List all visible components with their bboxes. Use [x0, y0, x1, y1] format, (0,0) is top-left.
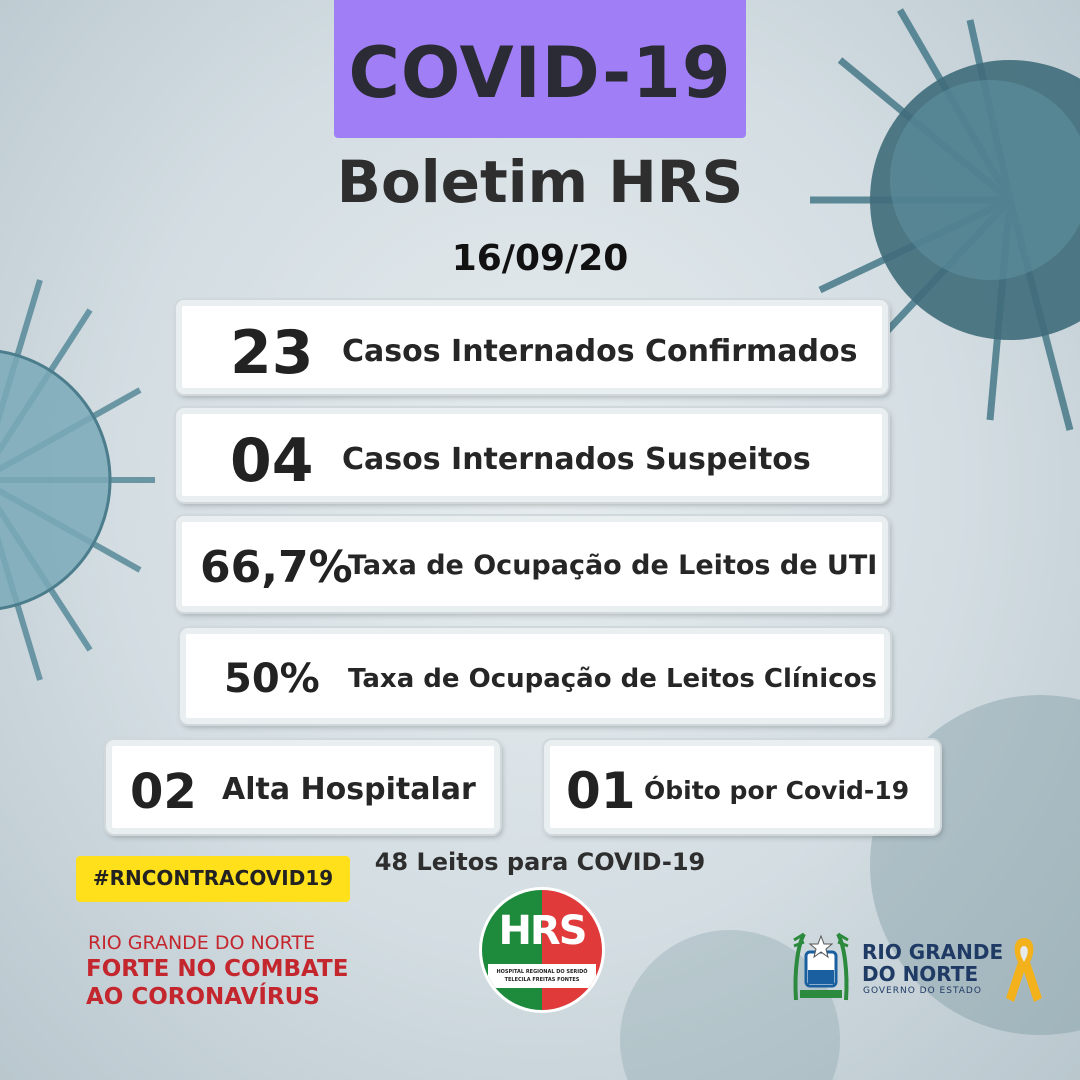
hashtag-text: #RNCONTRACOVID19	[92, 866, 334, 890]
title-banner	[334, 0, 746, 138]
government-line-3: GOVERNO DO ESTADO	[863, 986, 982, 996]
government-line-2: DO NORTE	[862, 962, 979, 986]
hrs-hospital-logo	[482, 890, 602, 1010]
virus-icon	[860, 650, 1080, 1080]
stat-label: Óbito por Covid-19	[644, 776, 910, 805]
stat-value: 01	[566, 762, 636, 820]
stat-card-confirmed	[176, 300, 888, 394]
stat-label: Alta Hospitalar	[222, 772, 476, 807]
stat-value: 04	[230, 426, 314, 496]
virus-icon	[0, 270, 170, 690]
campaign-line-3: AO CORONAVÍRUS	[86, 984, 320, 1010]
stat-value: 66,7%	[200, 542, 353, 593]
hashtag-badge	[76, 856, 350, 902]
stat-label: Casos Internados Confirmados	[342, 334, 858, 369]
stat-card-suspected	[176, 408, 888, 502]
stat-card-discharges	[106, 740, 500, 834]
stat-label: Taxa de Ocupação de Leitos Clínicos	[348, 664, 877, 694]
hrs-logo-letters: HRS	[498, 908, 586, 954]
stat-value: 23	[230, 318, 314, 388]
page-subtitle: Boletim HRS	[336, 148, 744, 216]
yellow-ribbon-icon	[1000, 934, 1048, 1004]
government-line-1: RIO GRANDE	[862, 940, 1004, 964]
stat-label: Taxa de Ocupação de Leitos de UTI	[348, 550, 878, 581]
hrs-logo-name-1: HOSPITAL REGIONAL DO SERIDÓ	[496, 969, 588, 975]
stat-card-icu-occupancy	[176, 516, 888, 612]
stat-card-clinical-occupancy	[180, 628, 890, 724]
stat-value: 50%	[224, 656, 320, 702]
stat-label: Casos Internados Suspeitos	[342, 442, 811, 477]
campaign-line-1: RIO GRANDE DO NORTE	[88, 932, 316, 954]
stat-value: 02	[130, 764, 197, 820]
state-coat-of-arms-icon	[786, 930, 856, 1002]
stat-card-deaths	[544, 740, 940, 834]
campaign-line-2: FORTE NO COMBATE	[86, 956, 349, 982]
beds-note: 48 Leitos para COVID-19	[374, 848, 706, 876]
hrs-logo-name-2: TELECILA FREITAS FONTES	[504, 977, 580, 983]
bulletin-date: 16/09/20	[451, 238, 629, 279]
page-title: COVID-19	[348, 32, 732, 114]
